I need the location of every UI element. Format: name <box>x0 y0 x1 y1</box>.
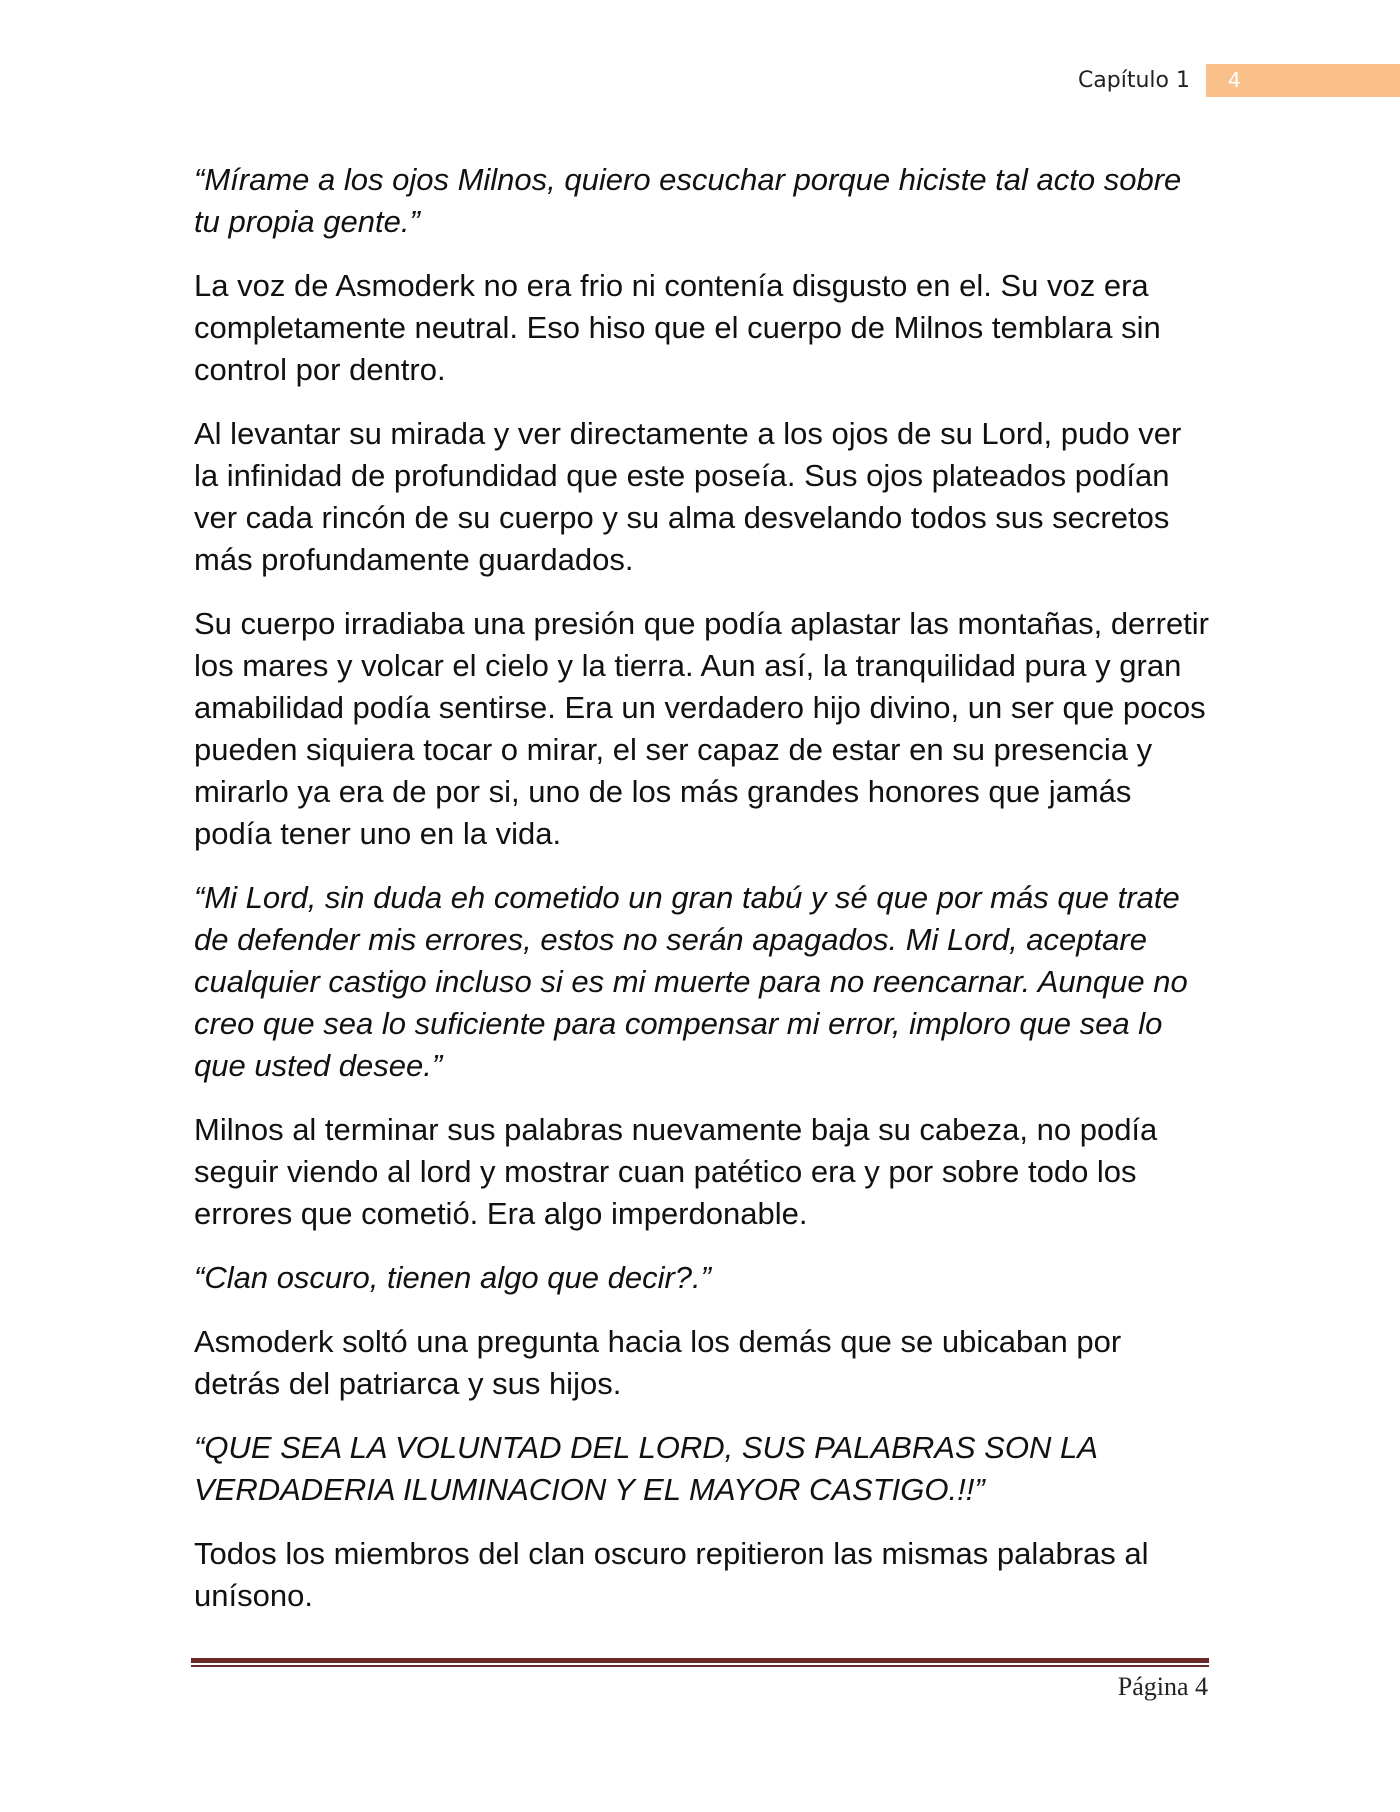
footer-page-label: Página 4 <box>1117 1672 1208 1701</box>
paragraph-3: Al levantar su mirada y ver directamente a los ojos de su Lord, pudo ver la infinidad de profundidad que este poseía. Sus ojos plateados podían ver cada rincón de su cuerpo y su alma desvelando todos sus secretos más profundamente guardados. <box>194 416 1182 577</box>
paragraph-5: “Mi Lord, sin duda eh cometido un gran tabú y sé que por más que trate de defender mis errores, estos no serán apagados. Mi Lord, aceptare cualquier castigo incluso si es mi muerte para no reencarnar. Aunque no creo que sea lo suficiente para compensar mi error, imploro que sea lo que usted desee.” <box>194 880 1188 1083</box>
paragraph-1: “Mírame a los ojos Milnos, quiero escuchar porque hiciste tal acto sobre tu propia gente.” <box>194 162 1182 239</box>
paragraph-4: Su cuerpo irradiaba una presión que podía aplastar las montañas, derretir los mares y volcar el cielo y la tierra. Aun así, la tranquilidad pura y gran amabilidad podía sentirse. Era un verdadero hijo divino, un ser que pocos pueden siquiera tocar o mirar, el ser capaz de estar en su presencia y mirarlo ya era de por si, uno de los más grandes honores que jamás podía tener uno en la vida. <box>194 606 1210 851</box>
paragraph-6: Milnos al terminar sus palabras nuevamente baja su cabeza, no podía seguir viendo al lord y mostrar cuan patético era y por sobre todo los errores que cometió. Era algo imperdonable. <box>194 1112 1158 1231</box>
paragraph-7: “Clan oscuro, tienen algo que decir?.” <box>194 1260 711 1295</box>
document-body <box>194 159 1214 1639</box>
paragraph-9: “QUE SEA LA VOLUNTAD DEL LORD, SUS PALABRAS SON LA VERDADERIA ILUMINACION Y EL MAYOR CASTIGO.!!” <box>194 1430 1097 1507</box>
footer-divider <box>191 1658 1209 1667</box>
paragraph-8: Asmoderk soltó una pregunta hacia los demás que se ubicaban por detrás del patriarca y sus hijos. <box>194 1324 1122 1401</box>
paragraph-2: La voz de Asmoderk no era frio ni contenía disgusto en el. Su voz era completamente neutral. Eso hiso que el cuerpo de Milnos temblara sin control por dentro. <box>194 268 1161 387</box>
chapter-title: Capítulo 1 <box>1077 68 1190 93</box>
page-header <box>1078 64 1400 97</box>
paragraph-10: Todos los miembros del clan oscuro repitieron las mismas palabras al unísono. <box>194 1536 1149 1613</box>
header-page-number: 4 <box>1206 64 1400 97</box>
